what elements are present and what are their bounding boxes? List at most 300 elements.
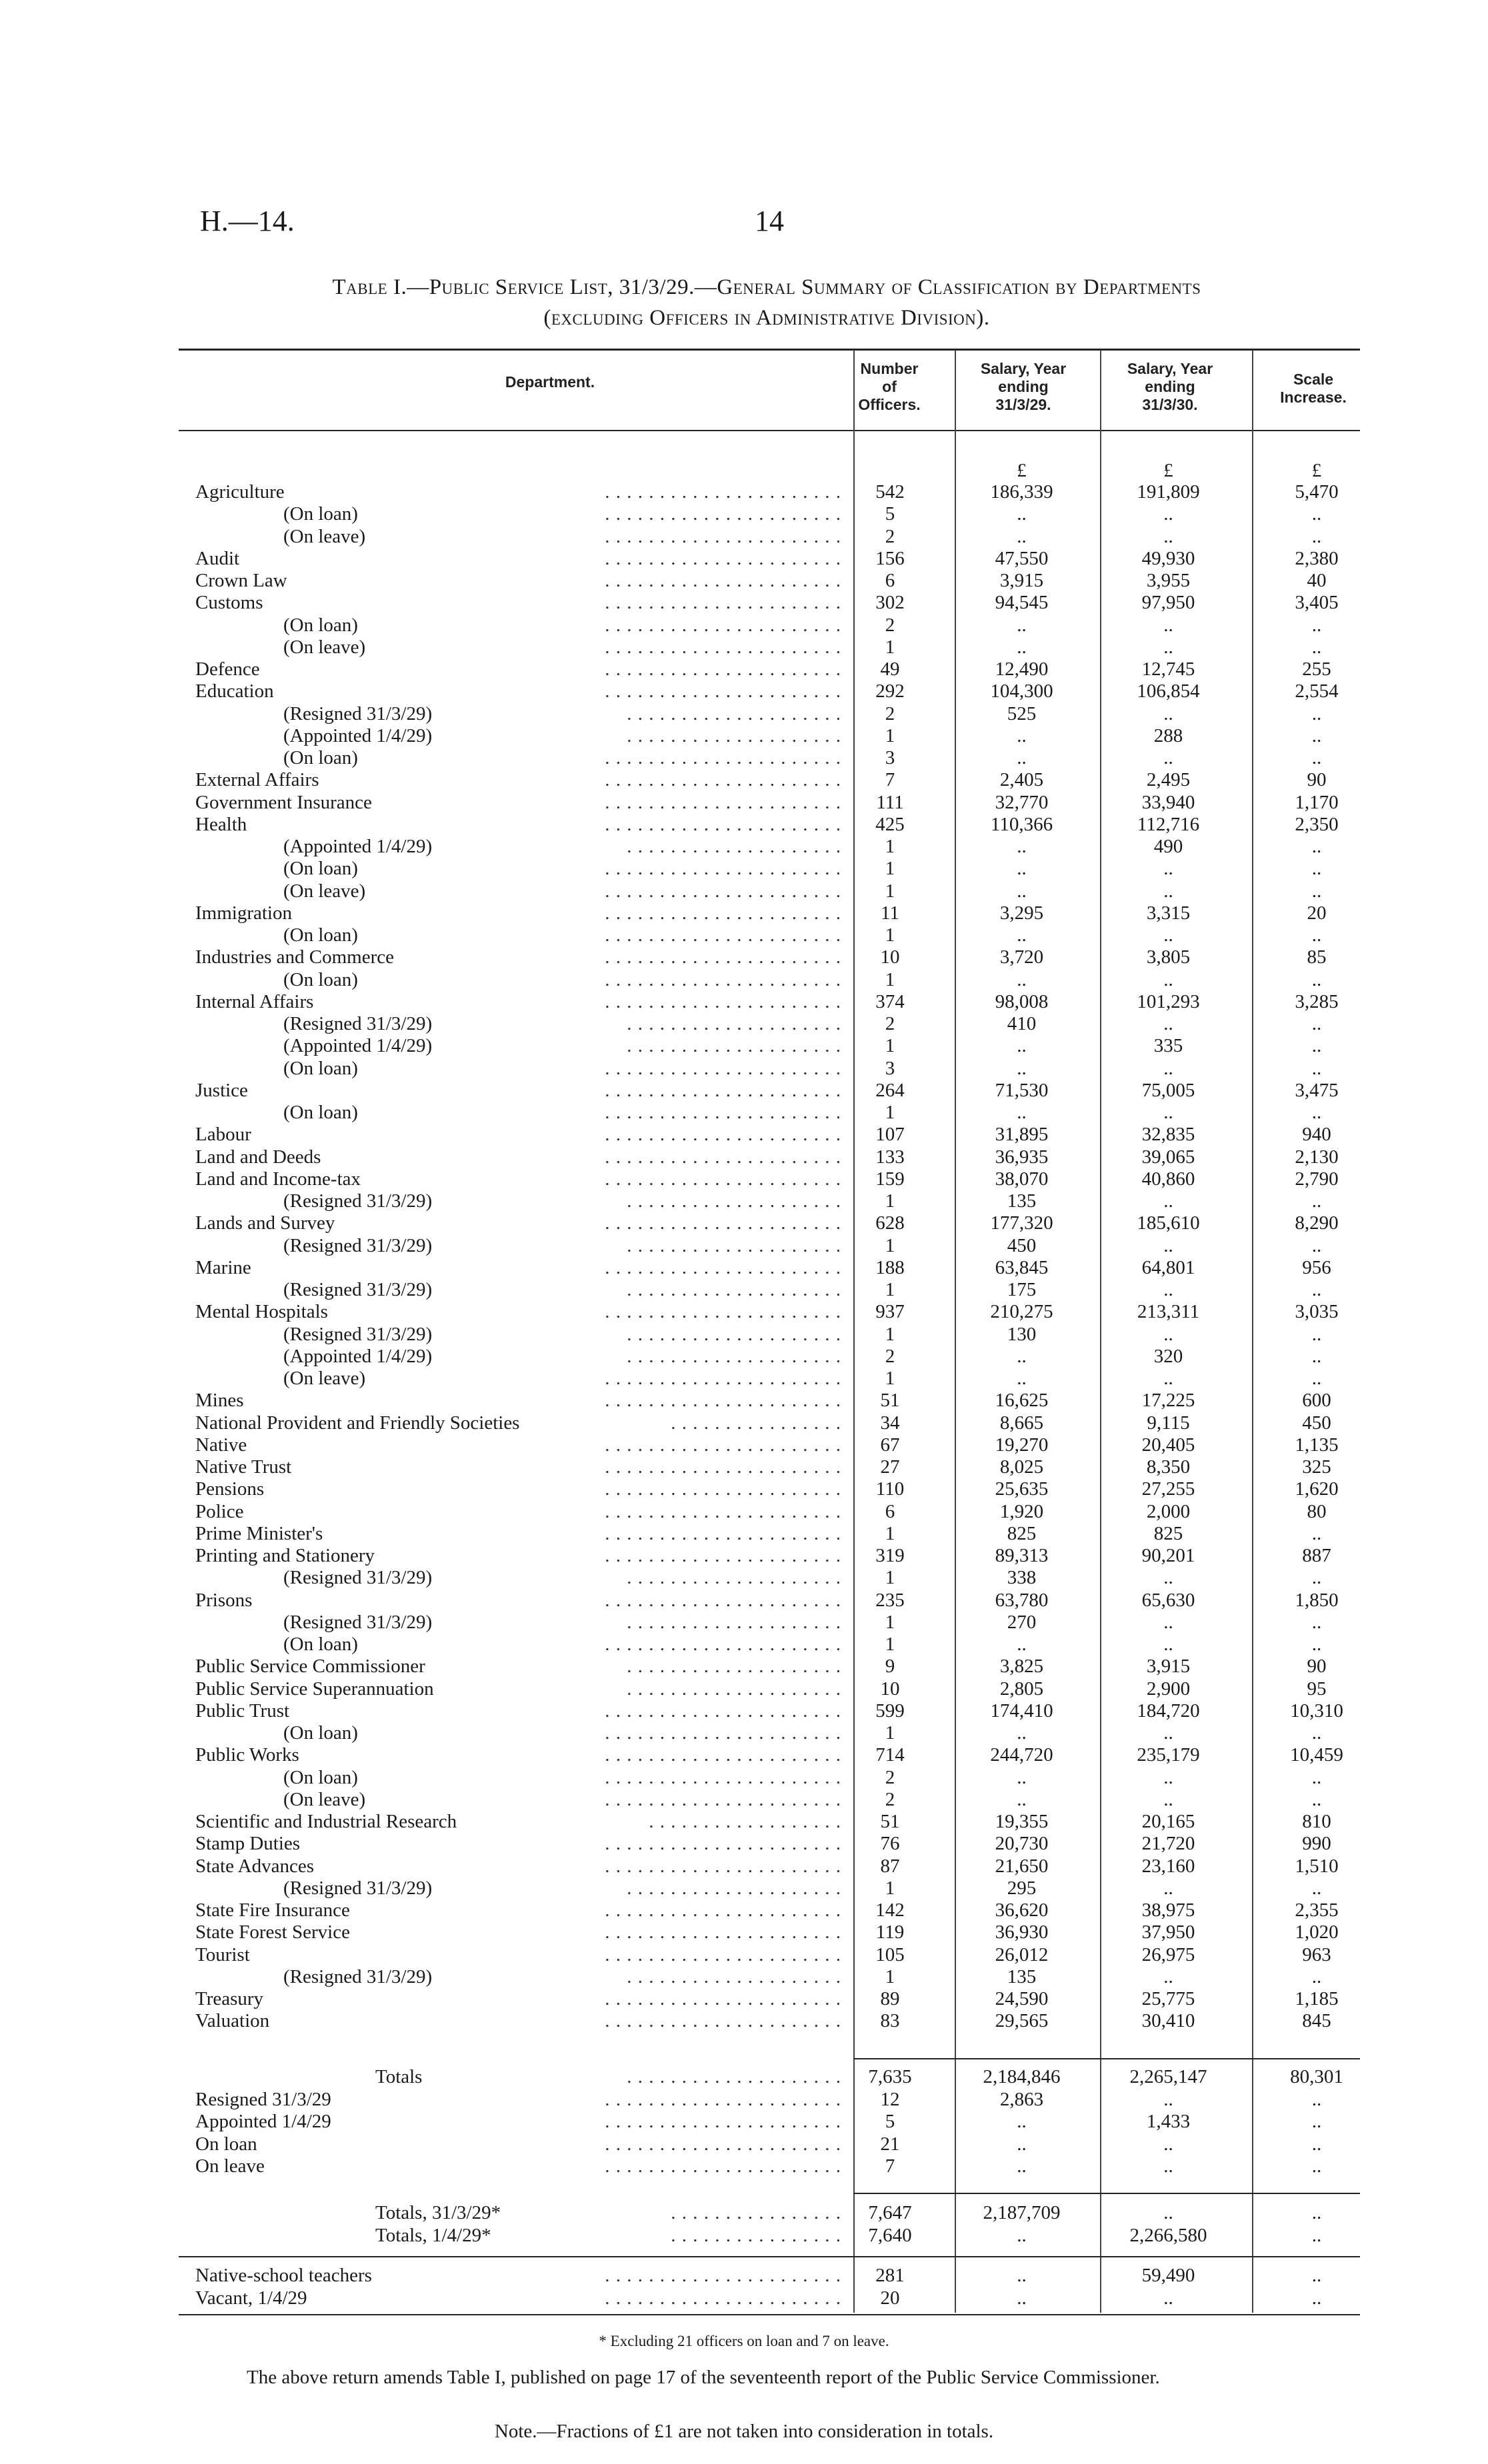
salary-1930: .. (1163, 636, 1173, 658)
scale-increase: .. (1311, 1234, 1322, 1256)
row-label: Education (195, 680, 274, 702)
leader-dots: . . . . . . . . . . . . . . . . . . . . . . (605, 1168, 841, 1190)
scale-increase: .. (1311, 2088, 1322, 2110)
officers-count: 628 (875, 1212, 905, 1234)
col-head-increase: Scale Increase. (1280, 371, 1347, 406)
leader-dots: . . . . . . . . . . . . . . . . . . . . . . (605, 1390, 841, 1412)
leader-dots: . . . . . . . . . . . . . . . . . . . . . . (605, 1634, 841, 1655)
leader-dots: . . . . . . . . . . . . . . . . . . . . (627, 1279, 841, 1300)
officers-count: 111 (876, 791, 904, 813)
unit-salary30: £ (1163, 460, 1173, 481)
row-label: Land and Income-tax (195, 1168, 361, 1190)
scale-increase: 1,510 (1295, 1855, 1339, 1877)
salary-1930: .. (1163, 614, 1173, 636)
salary-1929: 450 (1007, 1234, 1037, 1256)
row-label: State Fire Insurance (195, 1899, 350, 1921)
row-label: Police (195, 1500, 244, 1522)
table-row (0, 1434, 1488, 1456)
salary-1929: .. (1017, 2224, 1027, 2246)
leader-dots: . . . . . . . . . . . . . . . . . . . . . . (605, 2010, 841, 2032)
officers-count: 105 (875, 1943, 905, 1965)
unit-increase: £ (1311, 460, 1322, 481)
officers-count: 6 (885, 1500, 895, 1522)
salary-1930: 23,160 (1141, 1855, 1195, 1877)
scale-increase: 3,285 (1295, 990, 1339, 1012)
salary-1930: 213,311 (1137, 1301, 1200, 1323)
table-row (0, 1124, 1488, 1146)
leader-dots: . . . . . . . . . . . . . . . . . . . . . . (605, 1589, 841, 1611)
salary-1929: .. (1017, 2287, 1027, 2309)
row-label: (On loan) (283, 968, 358, 990)
leader-dots: . . . . . . . . . . . . . . . . . . . . (627, 1234, 841, 1256)
col-head-department: Department. (505, 373, 595, 391)
salary-1930: .. (1163, 702, 1173, 724)
leader-dots: . . . . . . . . . . . . . . . . . . . . . . (605, 791, 841, 813)
officers-count: 1 (885, 1634, 895, 1655)
table-row (0, 946, 1488, 968)
leader-dots: . . . . . . . . . . . . . . . . . . . . (627, 724, 841, 746)
salary-1930: .. (1163, 1965, 1173, 1987)
salary-1929: 186,339 (990, 481, 1053, 503)
scale-increase: 90 (1307, 1656, 1327, 1678)
salary-1929: 25,635 (995, 1478, 1049, 1500)
salary-1930: 3,315 (1146, 902, 1191, 924)
leader-dots: . . . . . . . . . . . . . . . . . . . . . . (605, 990, 841, 1012)
table-row (0, 1146, 1488, 1168)
salary-1930: 490 (1153, 836, 1183, 857)
salary-1929: 94,545 (995, 592, 1049, 614)
scale-increase: 940 (1302, 1124, 1331, 1146)
scale-increase: 810 (1302, 1811, 1331, 1832)
officers-count: 51 (880, 1811, 900, 1832)
scale-increase: 8,290 (1295, 1212, 1339, 1234)
officers-count: 425 (875, 813, 905, 835)
salary-1930: 191,809 (1137, 481, 1200, 503)
scale-increase: .. (1311, 968, 1322, 990)
scale-increase: 90 (1307, 769, 1327, 791)
table-title-line2: (excluding Officers in Administrative Division). (543, 306, 990, 330)
officers-count: 2 (885, 614, 895, 636)
salary-1930: 825 (1153, 1522, 1183, 1544)
row-label: Scientific and Industrial Research (195, 1811, 457, 1832)
leader-dots: . . . . . . . . . . . . . . . . . . . . . . (605, 592, 841, 614)
scale-increase: 2,350 (1295, 813, 1339, 835)
row-label: Tourist (195, 1943, 250, 1965)
row-label: (On loan) (283, 924, 358, 946)
salary-1929: .. (1017, 747, 1027, 768)
scale-increase: .. (1311, 1634, 1322, 1655)
scale-increase: 3,405 (1295, 592, 1339, 614)
scale-increase: .. (1311, 1567, 1322, 1589)
leader-dots: . . . . . . . . . . . . . . . . (671, 2202, 841, 2223)
row-label: Justice (195, 1079, 248, 1101)
row-label: (Resigned 31/3/29) (283, 1234, 433, 1256)
page-number: 14 (755, 205, 784, 237)
leader-dots: . . . . . . . . . . . . . . . . . . . . . . (605, 769, 841, 791)
leader-dots: . . . . . . . . . . . . . . . . . . . . (627, 1013, 841, 1034)
leader-dots: . . . . . . . . . . . . . . . . . . . . . . (605, 2088, 841, 2110)
table-row (0, 2089, 1488, 2111)
officers-count: 1 (885, 1522, 895, 1544)
unit-salary29: £ (1017, 460, 1027, 481)
salary-1929: .. (1017, 1035, 1027, 1057)
table-row (0, 1168, 1488, 1190)
row-label: On loan (195, 2133, 257, 2155)
officers-count: 1 (885, 968, 895, 990)
scale-increase: .. (1311, 1035, 1322, 1057)
row-label: Public Service Commissioner (195, 1656, 425, 1678)
table-row (0, 1058, 1488, 1080)
salary-1930: .. (1163, 924, 1173, 946)
row-label: Public Trust (195, 1700, 290, 1722)
scale-increase: .. (1311, 1013, 1322, 1034)
salary-1930: .. (1163, 2202, 1173, 2223)
row-label: (Resigned 31/3/29) (283, 1323, 433, 1345)
table-row (0, 1324, 1488, 1346)
officers-count: 10 (880, 1678, 900, 1700)
leader-dots: . . . . . . . . . . . . . . . . . . . . . . (605, 1102, 841, 1123)
row-label: (On leave) (283, 880, 366, 902)
scale-increase: 40 (1307, 570, 1327, 591)
footnote: * Excluding 21 officers on loan and 7 on leave. (599, 2333, 889, 2349)
row-label: Appointed 1/4/29 (195, 2111, 331, 2132)
officers-count: 87 (880, 1855, 900, 1877)
table-row (0, 1988, 1488, 2010)
scale-increase: .. (1311, 2224, 1322, 2246)
officers-count: 1 (885, 880, 895, 902)
scale-increase: 963 (1302, 1943, 1331, 1965)
leader-dots: . . . . . . . . . . . . . . . . . . . . . . (605, 1855, 841, 1877)
leader-dots: . . . . . . . . . . . . . . . . . . . . (627, 1678, 841, 1700)
scale-increase: .. (1311, 924, 1322, 946)
page-header (200, 204, 1347, 244)
row-label: (On loan) (283, 1634, 358, 1655)
salary-1930: 65,630 (1141, 1589, 1195, 1611)
row-label: (Appointed 1/4/29) (283, 1035, 433, 1057)
salary-1929: .. (1017, 614, 1027, 636)
leader-dots: . . . . . . . . . . . . . . . . . . . . . . (605, 858, 841, 880)
table-row (0, 792, 1488, 814)
row-label: Vacant, 1/4/29 (195, 2287, 307, 2309)
salary-1930: 26,975 (1141, 1943, 1195, 1965)
scale-increase: .. (1311, 724, 1322, 746)
leader-dots: . . . . . . . . . . . . . . . . . . . . (627, 702, 841, 724)
officers-count: 292 (875, 680, 905, 702)
salary-1929: .. (1017, 724, 1027, 746)
scale-increase: .. (1311, 858, 1322, 880)
leader-dots: . . . . . . . . . . . . . . . . . . . . . . (605, 1124, 841, 1146)
leader-dots: . . . . . . . . . . . . . . . . . . . . . . (605, 1788, 841, 1810)
salary-1929: 2,805 (999, 1678, 1044, 1700)
salary-1930: 8,350 (1146, 1456, 1191, 1478)
scale-increase: 80,301 (1290, 2066, 1343, 2087)
scale-increase: 1,020 (1295, 1921, 1339, 1943)
leader-dots: . . . . . . . . . . . . . . . . . . . . (627, 1567, 841, 1589)
row-label: (Resigned 31/3/29) (283, 1567, 433, 1589)
scale-increase: .. (1311, 1788, 1322, 1810)
row-label: Totals, 31/3/29* (375, 2202, 501, 2223)
salary-1929: 3,720 (999, 946, 1044, 968)
officers-count: 34 (880, 1412, 900, 1434)
salary-1929: 98,008 (995, 990, 1049, 1012)
salary-1929: 244,720 (990, 1744, 1053, 1766)
salary-1929: 63,780 (995, 1589, 1049, 1611)
table-row (0, 592, 1488, 614)
officers-count: 2 (885, 702, 895, 724)
row-label: Mines (195, 1390, 244, 1412)
officers-count: 142 (875, 1899, 905, 1921)
salary-1930: .. (1163, 1611, 1173, 1633)
scale-increase: .. (1311, 614, 1322, 636)
officers-count: 7,647 (868, 2202, 912, 2223)
officers-count: 1 (885, 1965, 895, 1987)
salary-1929: 104,300 (990, 680, 1053, 702)
table-row (0, 615, 1488, 636)
table-row (0, 1212, 1488, 1234)
row-label: External Affairs (195, 769, 319, 791)
table-row (0, 636, 1488, 658)
row-label: Native Trust (195, 1456, 292, 1478)
leader-dots: . . . . . . . . . . . . . . . . . . . . . . (605, 1766, 841, 1788)
salary-1929: 63,845 (995, 1256, 1049, 1278)
row-label: Crown Law (195, 570, 287, 591)
officers-count: 12 (880, 2088, 900, 2110)
salary-1929: 89,313 (995, 1545, 1049, 1566)
salary-1929: 410 (1007, 1013, 1037, 1034)
salary-1929: .. (1017, 880, 1027, 902)
salary-1930: 3,955 (1146, 570, 1191, 591)
salary-1929: 525 (1007, 702, 1037, 724)
salary-1929: 3,295 (999, 902, 1044, 924)
salary-1930: .. (1163, 2155, 1173, 2177)
officers-count: 1 (885, 1323, 895, 1345)
salary-1929: .. (1017, 636, 1027, 658)
row-label: (On loan) (283, 1102, 358, 1123)
scale-increase: 956 (1302, 1256, 1331, 1278)
leader-dots: . . . . . . . . . . . . . . . . . . . . . . (605, 1988, 841, 2009)
row-label: Defence (195, 658, 260, 680)
leader-dots: . . . . . . . . . . . . . . . . . . . . . . (605, 1700, 841, 1722)
scale-increase: .. (1311, 1190, 1322, 1212)
salary-1930: 3,915 (1146, 1656, 1191, 1678)
scale-increase: .. (1311, 1722, 1322, 1744)
officers-count: 1 (885, 1877, 895, 1899)
row-label: Prisons (195, 1589, 253, 1611)
leader-dots: . . . . . . . . . . . . . . . . . . . . . . (605, 1301, 841, 1323)
salary-1930: .. (1163, 1190, 1173, 1212)
scale-increase: 887 (1302, 1545, 1331, 1566)
salary-1929: 135 (1007, 1190, 1037, 1212)
salary-1930: 64,801 (1141, 1256, 1195, 1278)
leader-dots: . . . . . . . . . . . . . . . . (671, 1412, 841, 1434)
salary-1930: 101,293 (1137, 990, 1200, 1012)
leader-dots: . . . . . . . . . . . . . . . . . . . . . . (605, 880, 841, 902)
salary-1929: 825 (1007, 1522, 1037, 1544)
table-row (0, 1545, 1488, 1567)
leader-dots: . . . . . . . . . . . . . . . . . . . . . . (605, 1456, 841, 1478)
grand-top-rule (853, 2193, 1360, 2194)
leader-dots: . . . . . . . . . . . . . . . . . . . . . . (605, 658, 841, 680)
leader-dots: . . . . . . . . . . . . . . . . . . . . . . (605, 2111, 841, 2132)
salary-1930: .. (1163, 1766, 1173, 1788)
table-row (0, 1877, 1488, 1899)
salary-1930: 39,065 (1141, 1146, 1195, 1168)
row-label: Totals (375, 2066, 423, 2087)
salary-1930: 37,950 (1141, 1921, 1195, 1943)
table-row (0, 1567, 1488, 1589)
salary-1929: 36,935 (995, 1146, 1049, 1168)
salary-1930: 75,005 (1141, 1079, 1195, 1101)
salary-1930: 49,930 (1141, 547, 1195, 569)
row-label: (Appointed 1/4/29) (283, 724, 433, 746)
table-row (0, 1855, 1488, 1877)
salary-1929: 21,650 (995, 1855, 1049, 1877)
scale-increase: 2,790 (1295, 1168, 1339, 1190)
leader-dots: . . . . . . . . . . . . . . . . . . . . . . (605, 680, 841, 702)
leader-dots: . . . . . . . . . . . . . . . . . . . . . . (605, 614, 841, 636)
salary-1930: 184,720 (1137, 1700, 1200, 1722)
salary-1930: 12,745 (1141, 658, 1195, 680)
leader-dots: . . . . . . . . . . . . . . . . . . . . . . (605, 747, 841, 768)
scale-increase: .. (1311, 1345, 1322, 1367)
salary-1929: 2,187,709 (983, 2202, 1061, 2223)
officers-count: 1 (885, 636, 895, 658)
row-label: Printing and Stationery (195, 1545, 375, 1566)
salary-1930: 2,266,580 (1129, 2224, 1207, 2246)
salary-1929: 3,915 (999, 570, 1044, 591)
salary-1929: .. (1017, 503, 1027, 525)
salary-1930: 2,495 (1146, 769, 1191, 791)
table-row (0, 814, 1488, 836)
officers-count: 714 (875, 1744, 905, 1766)
salary-1930: 2,900 (1146, 1678, 1191, 1700)
scale-increase: .. (1311, 1279, 1322, 1300)
scale-increase: .. (1311, 1102, 1322, 1123)
salary-1930: .. (1163, 968, 1173, 990)
leader-dots: . . . . . . . . . . . . . . . . . . . . (627, 1877, 841, 1899)
officers-count: 1 (885, 1567, 895, 1589)
officers-count: 1 (885, 1102, 895, 1123)
salary-1930: .. (1163, 1567, 1173, 1589)
salary-1930: 185,610 (1137, 1212, 1200, 1234)
scale-increase: 325 (1302, 1456, 1331, 1478)
salary-1929: .. (1017, 858, 1027, 880)
salary-1929: 2,863 (999, 2088, 1044, 2110)
row-label: State Forest Service (195, 1921, 350, 1943)
salary-1929: 3,825 (999, 1656, 1044, 1678)
leader-dots: . . . . . . . . . . . . . . . . . . . . (627, 1323, 841, 1345)
salary-1929: 110,366 (990, 813, 1053, 835)
table-row (0, 1478, 1488, 1500)
row-label: Lands and Survey (195, 1212, 335, 1234)
salary-1929: 1,920 (999, 1500, 1044, 1522)
row-label: (On loan) (283, 858, 358, 880)
scale-increase: 450 (1302, 1412, 1331, 1434)
table-row (0, 747, 1488, 769)
officers-count: 2 (885, 1013, 895, 1034)
col-head-salary30: Salary, Year ending 31/3/30. (1127, 360, 1213, 413)
row-label: (Resigned 31/3/29) (283, 1877, 433, 1899)
row-label: (Resigned 31/3/29) (283, 1190, 433, 1212)
table-row (0, 2155, 1488, 2177)
salary-1929: .. (1017, 2133, 1027, 2155)
scale-increase: .. (1311, 1611, 1322, 1633)
table-row (0, 858, 1488, 880)
row-label: (Resigned 31/3/29) (283, 702, 433, 724)
row-label: (On leave) (283, 1368, 366, 1389)
salary-1929: .. (1017, 924, 1027, 946)
row-label: (Appointed 1/4/29) (283, 1345, 433, 1367)
fractions-note: Note.—Fractions of £1 are not taken into consideration in totals. (494, 2421, 994, 2442)
leader-dots: . . . . . . . . . . . . . . . . . . . . (627, 1190, 841, 1212)
leader-dots: . . . . . . . . . . . . . . . . . . . . . . (605, 1079, 841, 1101)
table-row (0, 2225, 1488, 2247)
row-label: Internal Affairs (195, 990, 314, 1012)
leader-dots: . . . . . . . . . . . . . . . . . . . . . . (605, 547, 841, 569)
leader-dots: . . . . . . . . . . . . . . . . . . . . . . (605, 1212, 841, 1234)
officers-count: 156 (875, 547, 905, 569)
leader-dots: . . . . . . . . . . . . . . . . . . . . . . (605, 1478, 841, 1500)
leader-dots: . . . . . . . . . . . . . . . . . . . . . . (605, 1744, 841, 1766)
salary-1929: .. (1017, 2155, 1027, 2177)
scale-increase: .. (1311, 1057, 1322, 1079)
salary-1930: 235,179 (1137, 1744, 1200, 1766)
row-label: Marine (195, 1256, 251, 1278)
salary-1930: 21,720 (1141, 1833, 1195, 1855)
table-row (0, 526, 1488, 548)
row-label: Valuation (195, 2010, 270, 2032)
salary-1930: .. (1163, 858, 1173, 880)
salary-1929: .. (1017, 2111, 1027, 2132)
leader-dots: . . . . . . . . . . . . . . . . . . . . . . (605, 1522, 841, 1544)
scale-increase: 3,035 (1295, 1301, 1339, 1323)
salary-1930: 33,940 (1141, 791, 1195, 813)
row-label: (Resigned 31/3/29) (283, 1611, 433, 1633)
salary-1929: 135 (1007, 1965, 1037, 1987)
salary-1929: 210,275 (990, 1301, 1053, 1323)
table-row (0, 1590, 1488, 1612)
table-row (0, 769, 1488, 791)
scale-increase: .. (1311, 1877, 1322, 1899)
leader-dots: . . . . . . . . . . . . . . . . . . . . . . (605, 2155, 841, 2177)
officers-count: 1 (885, 1234, 895, 1256)
row-label: (On leave) (283, 525, 366, 547)
salary-1930: .. (1163, 525, 1173, 547)
scale-increase: .. (1311, 2287, 1322, 2309)
officers-count: 1 (885, 858, 895, 880)
leader-dots: . . . . . . . . . . . . . . . . . . . . . . (605, 525, 841, 547)
officers-count: 1 (885, 1279, 895, 1300)
leader-dots: . . . . . . . . . . . . . . . . . . . . . . (605, 503, 841, 525)
scale-increase: 600 (1302, 1390, 1331, 1412)
leader-dots: . . . . . . . . . . . . . . . . . . . . . . (605, 481, 841, 503)
salary-1930: 9,115 (1147, 1412, 1190, 1434)
row-label: Audit (195, 547, 240, 569)
scale-increase: 990 (1302, 1833, 1331, 1855)
table-row (0, 1102, 1488, 1124)
table-row (0, 969, 1488, 991)
salary-1929: 177,320 (990, 1212, 1053, 1234)
row-label: Agriculture (195, 481, 285, 503)
table-row (0, 836, 1488, 858)
salary-1929: 12,490 (995, 658, 1049, 680)
salary-1930: 27,255 (1141, 1478, 1195, 1500)
scale-increase: .. (1311, 1522, 1322, 1544)
salary-1929: 20,730 (995, 1833, 1049, 1855)
row-label: Industries and Commerce (195, 946, 394, 968)
header-bottom-rule (179, 430, 1360, 431)
leader-dots: . . . . . . . . . . . . . . . . . . . . . . (605, 570, 841, 591)
